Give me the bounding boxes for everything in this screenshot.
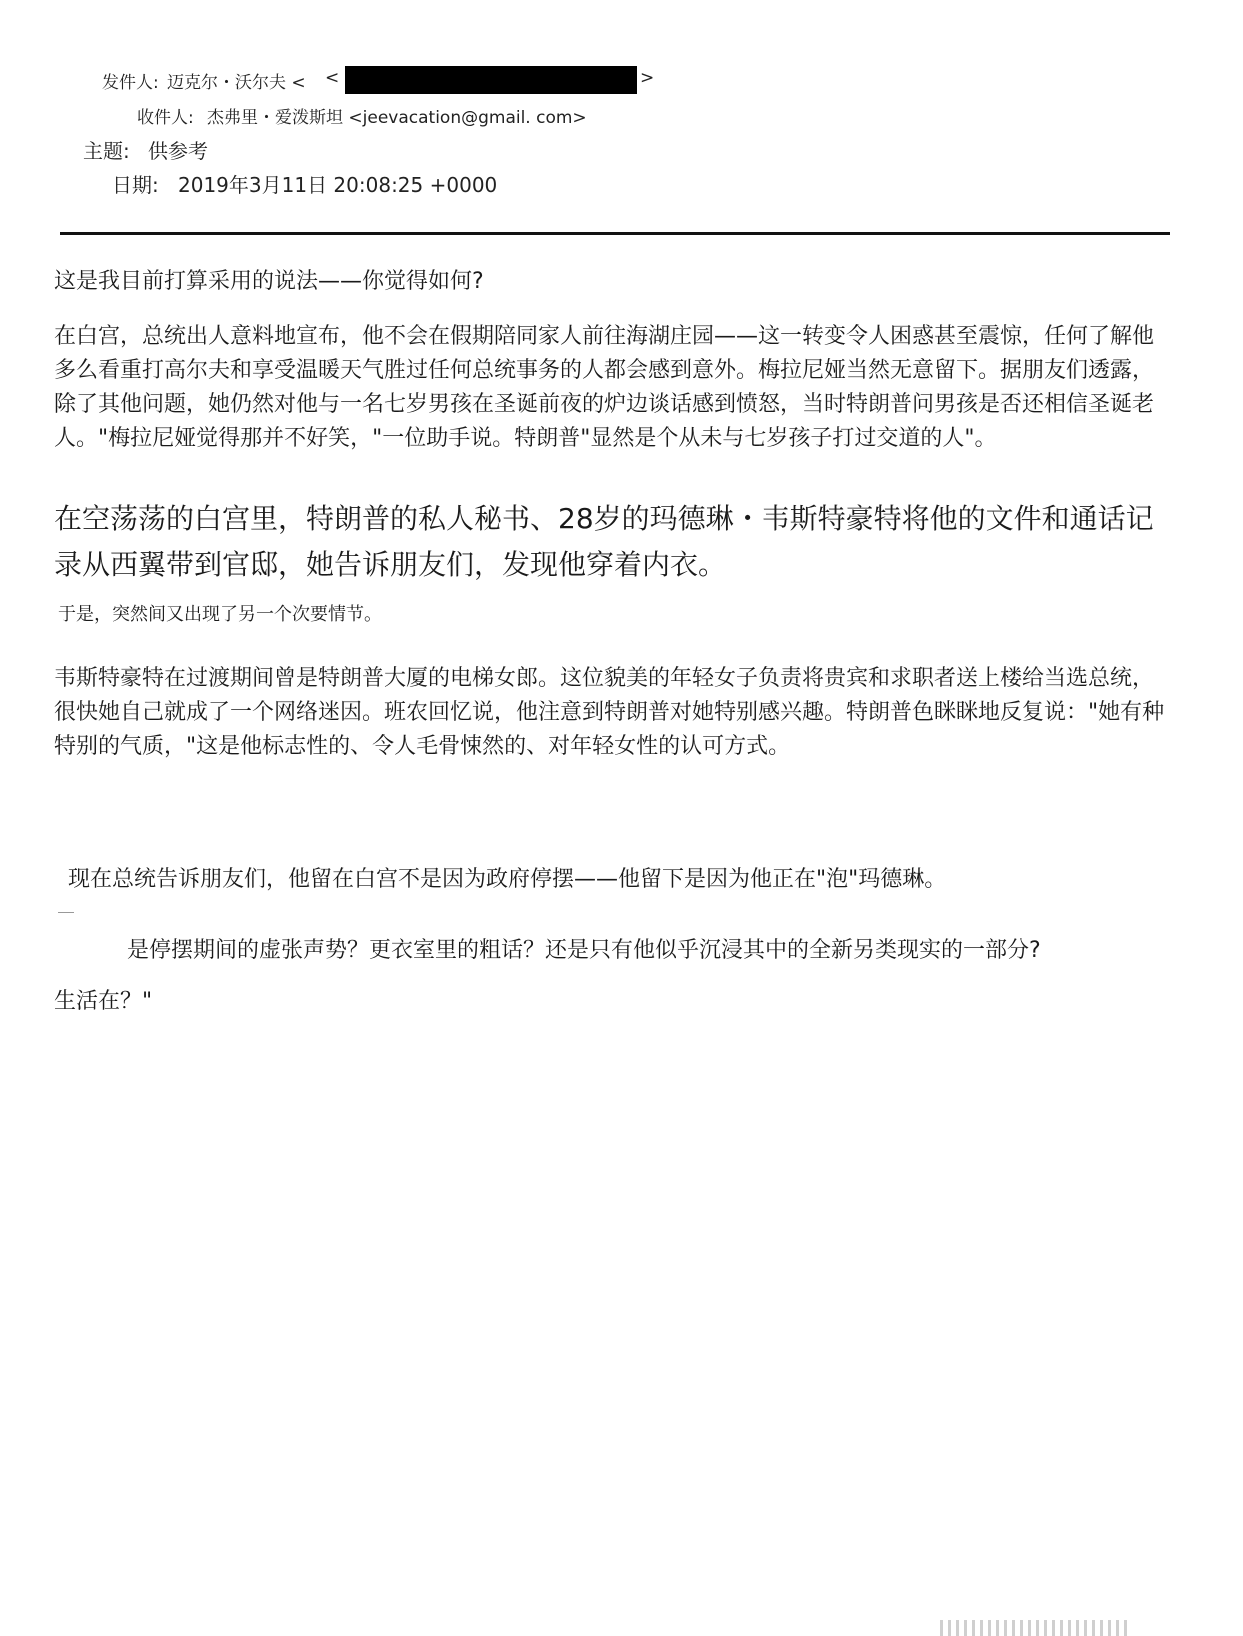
paragraph-shutdown: 现在总统告诉朋友们，他留在白宫不是因为政府停摆——他留下是因为他正在"泡"玛德琳。	[68, 867, 947, 892]
from-bracket-open: <	[325, 68, 340, 88]
paragraph-melania: 在白宫，总统出人意料地宣布，他不会在假期陪同家人前往海湖庄园——这一转变令人困惑甚至震惊，任何了解他多么看重打高尔夫和享受温暖天气胜过任何总统事务的人都会感到意外。梅拉尼娅当然无意留下。据朋友们透露，除了其他问题，她仍然对他与一名七岁男孩在圣诞前夜的炉边谈话感到愤怒，当时特朗普问男孩是否还相信圣诞老人。"梅拉尼娅觉得那并不好笑，"一位助手说。特朗普"显然是个从未与七岁孩子打过交道的人"。	[54, 324, 1155, 451]
paragraph-subplot: 于是，突然间又出现了另一个次要情节。	[58, 604, 382, 625]
paragraph-elevator: 韦斯特豪特在过渡期间曾是特朗普大厦的电梯女郎。这位貌美的年轻女子负责将贵宾和求职者送上楼给当选总统，很快她自己就成了一个网络迷因。班农回忆说，他注意到特朗普对她特别感兴趣。特朗普色眯眯地反复说："她有种特别的气质，"这是他标志性的、令人毛骨悚然的、对年轻女性的认可方式。	[54, 666, 1165, 759]
subject-value: 供参考	[148, 139, 208, 163]
stray-mark	[58, 912, 74, 913]
to-label: 收件人:	[137, 108, 194, 128]
date-label: 日期:	[112, 173, 159, 197]
redaction-bar	[345, 66, 637, 94]
header-divider	[60, 232, 1170, 235]
intro-line: 这是我目前打算采用的说法——你觉得如何?	[54, 269, 484, 294]
subject-label: 主题:	[83, 139, 130, 163]
paragraph-closing: 生活在？"	[54, 989, 153, 1014]
paragraph-westerhout: 在空荡荡的白宫里，特朗普的私人秘书、28岁的玛德琳・韦斯特豪特将他的文件和通话记录从西翼带到官邸，她告诉朋友们，发现他穿着内衣。	[54, 502, 1154, 581]
to-value: 杰弗里・爱泼斯坦 <jeevacation@gmail. com>	[207, 108, 587, 128]
date-value: 2019年3月11日 20:08:25 +0000	[178, 173, 498, 197]
scan-edge-marks	[940, 1618, 1240, 1636]
paragraph-questions: 是停摆期间的虚张声势？更衣室里的粗话？还是只有他似乎沉浸其中的全新另类现实的一部分?	[127, 938, 1041, 963]
from-name: 迈克尔・沃尔夫 <	[167, 73, 306, 93]
from-label: 发件人:	[102, 73, 159, 93]
from-bracket-close: >	[640, 68, 655, 88]
